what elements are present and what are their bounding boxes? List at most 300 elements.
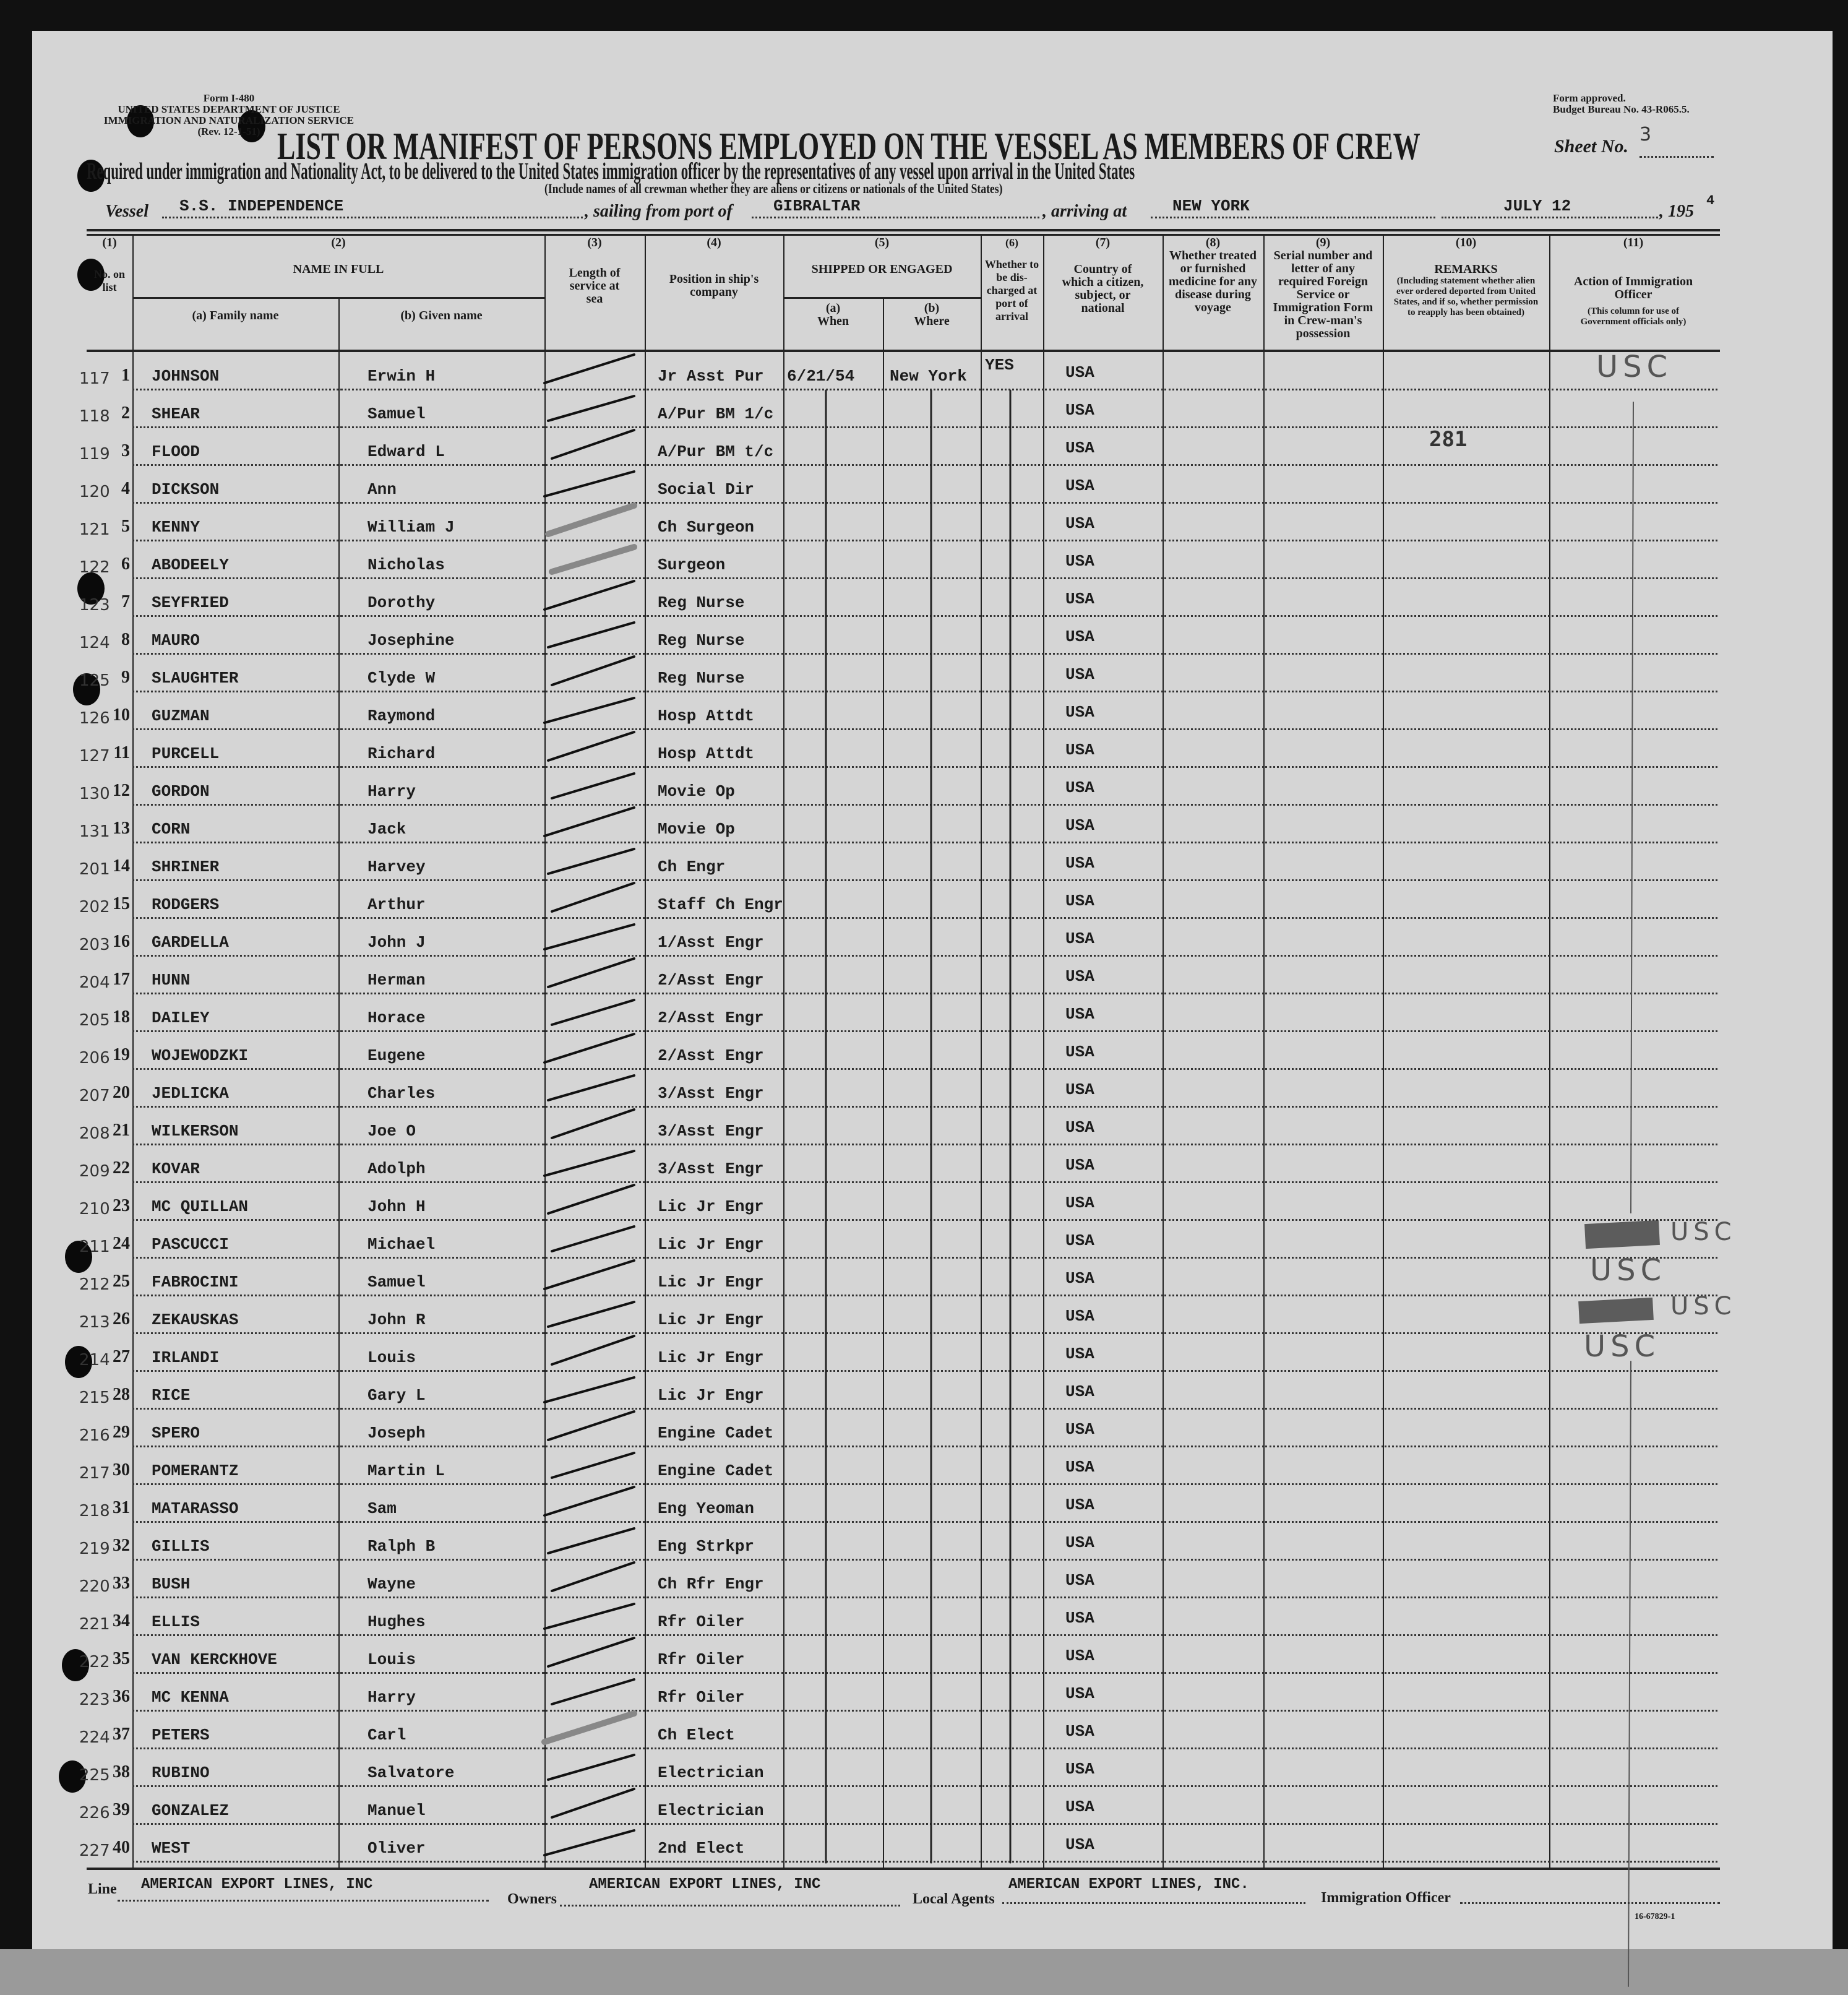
family-name: POMERANTZ: [152, 1462, 239, 1480]
col-title: Position in ship's company: [669, 272, 759, 299]
country: USA: [1065, 967, 1094, 986]
given-name: Louis: [367, 1348, 416, 1367]
service-check-mark: [552, 1000, 634, 1025]
given-name: Jack: [367, 820, 406, 838]
position: Ch Rfr Engr: [658, 1575, 764, 1593]
col-title: Serial number and letter of any required Foreign Service or Immigration Form in Crew-man's possession: [1273, 249, 1373, 340]
list-tag: 127: [79, 747, 110, 765]
country: USA: [1065, 514, 1094, 533]
col-number: (6): [1005, 236, 1018, 249]
list-tag: 117: [79, 369, 110, 388]
service-check-mark: [552, 1562, 634, 1591]
position: Engine Cadet: [658, 1424, 774, 1442]
list-tag: 120: [79, 483, 110, 501]
family-name: RUBINO: [152, 1764, 210, 1782]
family-name: SHRINER: [152, 858, 220, 876]
officer-label: Immigration Officer: [1321, 1890, 1451, 1906]
position: 3/Asst Engr: [658, 1084, 764, 1103]
family-name: JEDLICKA: [152, 1084, 229, 1103]
country: USA: [1065, 778, 1094, 797]
service-check-mark: [548, 1302, 634, 1327]
family-name: SHEAR: [152, 405, 200, 423]
col-number: (7): [1095, 236, 1111, 249]
crossed-out-text: [1584, 1220, 1660, 1249]
country: USA: [1065, 703, 1094, 722]
list-tag: 130: [79, 785, 110, 803]
service-check-mark: [544, 1151, 634, 1176]
country: USA: [1065, 1269, 1094, 1288]
col-title: Length of service at sea: [569, 266, 621, 306]
family-name: VAN KERCKHOVE: [152, 1650, 277, 1669]
service-check-mark: [544, 355, 634, 383]
family-name: MC KENNA: [152, 1688, 229, 1707]
row-number: 23: [113, 1196, 130, 1215]
row-number: 20: [113, 1083, 130, 1102]
position: 2nd Elect: [658, 1839, 745, 1858]
row-number: 35: [113, 1649, 130, 1668]
col-note: (Including statement whether alien ever ordered deported from United States, and if so, whether permission to reapply has been obtained): [1393, 276, 1539, 317]
col-title: Action of Immigration Officer: [1573, 275, 1693, 301]
list-tag: 218: [79, 1502, 110, 1520]
agents-label: Local Agents: [913, 1891, 995, 1907]
country: USA: [1065, 627, 1094, 646]
list-tag: 119: [79, 445, 110, 463]
given-name: Harvey: [367, 858, 426, 876]
budget-bureau: Budget Bureau No. 43-R065.5.: [1553, 103, 1690, 115]
col-number: (10): [1455, 236, 1477, 249]
row-number: 38: [113, 1762, 130, 1782]
col-title: Whether treated or furnished medicine for any disease during voyage: [1169, 249, 1257, 314]
year-digit: 4: [1706, 193, 1715, 209]
arrival-port: NEW YORK: [1172, 197, 1250, 215]
service-check-mark: [544, 808, 634, 836]
row-number: 12: [113, 781, 130, 800]
col2b-header: (b) Given name: [400, 309, 483, 322]
given-name: Oliver: [367, 1839, 426, 1858]
country: USA: [1065, 929, 1094, 948]
position: 2/Asst Engr: [658, 1046, 764, 1065]
form-code: 16-67829-1: [1635, 1912, 1675, 1921]
given-name: Horace: [367, 1009, 426, 1027]
family-name: MATARASSO: [152, 1499, 239, 1518]
family-name: SPERO: [152, 1424, 200, 1442]
position: Lic Jr Engr: [658, 1235, 764, 1254]
country: USA: [1065, 1533, 1094, 1552]
country: USA: [1065, 401, 1094, 420]
list-tag: 209: [79, 1162, 110, 1181]
given-name: Arthur: [367, 895, 426, 914]
action-usc: USC: [1670, 1292, 1737, 1321]
row-number: 32: [113, 1536, 130, 1555]
row-number: 3: [121, 441, 130, 460]
service-check-mark: [552, 773, 634, 798]
list-tag: 118: [79, 407, 110, 426]
country: USA: [1065, 1835, 1094, 1854]
service-check-mark: [548, 849, 634, 874]
include-note: (Include names of all crewman whether they are aliens or citizens or nationals of the United States): [544, 181, 1003, 196]
family-name: GILLIS: [152, 1537, 210, 1556]
shipped-where: New York: [890, 367, 967, 386]
row-number: 4: [121, 479, 130, 498]
country: USA: [1065, 1382, 1094, 1401]
given-name: Charles: [367, 1084, 436, 1103]
family-name: WEST: [152, 1839, 191, 1858]
family-name: WILKERSON: [152, 1122, 239, 1140]
row-number: 5: [121, 517, 130, 536]
position: Rfr Oiler: [658, 1613, 745, 1631]
row-number: 16: [113, 932, 130, 951]
arrival-date: JULY 12: [1503, 197, 1571, 215]
service-check-mark: [544, 698, 634, 723]
list-tag: 224: [79, 1728, 110, 1747]
service-check-mark: [544, 1034, 634, 1062]
family-name: GONZALEZ: [152, 1801, 229, 1820]
country: USA: [1065, 741, 1094, 759]
position: Hosp Attdt: [658, 744, 755, 763]
position: Lic Jr Engr: [658, 1197, 764, 1216]
family-name: CORN: [152, 820, 191, 838]
col-number: (9): [1315, 236, 1331, 249]
col-number: (5): [874, 236, 890, 249]
remarks-number: 281: [1429, 427, 1468, 452]
form-approved: Form approved.: [1553, 92, 1626, 104]
country: USA: [1065, 1156, 1094, 1174]
family-name: ELLIS: [152, 1613, 200, 1631]
family-name: GUZMAN: [152, 707, 210, 725]
given-name: John H: [367, 1197, 426, 1216]
sheet-number: 3: [1640, 124, 1652, 145]
position: Staff Ch Engr: [658, 895, 783, 914]
position: 2/Asst Engr: [658, 971, 764, 989]
row-number: 36: [113, 1687, 130, 1706]
row-number: 11: [113, 743, 130, 762]
position: 1/Asst Engr: [658, 933, 764, 952]
service-check-mark: [548, 1638, 634, 1666]
row-number: 26: [113, 1309, 130, 1329]
service-check-mark: [548, 1075, 634, 1100]
crossed-out-text: [1578, 1298, 1654, 1324]
given-name: Joseph: [367, 1424, 426, 1442]
country: USA: [1065, 816, 1094, 835]
service-check-mark: [548, 1528, 634, 1553]
list-tag: 225: [79, 1766, 110, 1785]
row-number: 10: [113, 705, 130, 725]
given-name: William J: [367, 518, 455, 536]
position: Reg Nurse: [658, 631, 745, 650]
shipped-when: 6/21/54: [787, 367, 855, 386]
family-name: FABROCINI: [152, 1273, 239, 1291]
position: Eng Strkpr: [658, 1537, 755, 1556]
given-name: Carl: [367, 1726, 406, 1744]
country: USA: [1065, 892, 1094, 910]
list-tag: 126: [79, 709, 110, 728]
row-number: 33: [113, 1574, 130, 1593]
row-number: 6: [121, 554, 130, 574]
country: USA: [1065, 552, 1094, 571]
col-title: Whether to be dis-charged at port of arrival: [984, 258, 1039, 322]
col5b-header: (b) Where: [914, 301, 950, 328]
list-tag: 122: [79, 558, 110, 577]
family-name: PETERS: [152, 1726, 210, 1744]
family-name: DAILEY: [152, 1009, 210, 1027]
line-label: Line: [88, 1881, 117, 1897]
col-title: REMARKS: [1434, 262, 1498, 276]
arriving-label: , arriving at: [1042, 202, 1127, 221]
service-check-mark: [548, 396, 634, 421]
country: USA: [1065, 1798, 1094, 1816]
row-number: 18: [113, 1007, 130, 1027]
position: Reg Nurse: [658, 593, 745, 612]
list-tag: 222: [79, 1653, 110, 1671]
col-title: SHIPPED OR ENGAGED: [811, 262, 953, 276]
service-check-mark: [552, 1679, 634, 1704]
family-name: SLAUGHTER: [152, 669, 239, 687]
country: USA: [1065, 665, 1094, 684]
given-name: Richard: [367, 744, 436, 763]
position: Lic Jr Engr: [658, 1386, 764, 1405]
country: USA: [1065, 1647, 1094, 1665]
position: Movie Op: [658, 820, 735, 838]
action-usc: USC: [1670, 1218, 1737, 1246]
country: USA: [1065, 439, 1094, 457]
family-name: GARDELLA: [152, 933, 229, 952]
row-number: 29: [113, 1423, 130, 1442]
given-name: Eugene: [367, 1046, 426, 1065]
country: USA: [1065, 1307, 1094, 1325]
given-name: Gary L: [367, 1386, 426, 1405]
position: 2/Asst Engr: [658, 1009, 764, 1027]
country: USA: [1065, 1043, 1094, 1061]
col-note: (This column for use of Government officials only): [1580, 306, 1687, 327]
service-check-mark: [552, 1453, 634, 1478]
list-tag: 123: [79, 596, 110, 614]
list-tag: 216: [79, 1426, 110, 1445]
service-check-mark: [552, 430, 634, 459]
action-usc: USC: [1590, 1253, 1667, 1288]
position: A/Pur BM t/c: [658, 442, 774, 461]
country: USA: [1065, 1345, 1094, 1363]
owners-underline: [560, 1905, 900, 1907]
agents-value: AMERICAN EXPORT LINES, INC.: [1008, 1876, 1249, 1893]
discharged: YES: [985, 356, 1014, 374]
position: Electrician: [658, 1764, 764, 1782]
service-check-mark: [548, 959, 634, 987]
country: USA: [1065, 590, 1094, 608]
list-tag: 212: [79, 1275, 110, 1294]
given-name: Michael: [367, 1235, 436, 1254]
list-tag: 124: [79, 634, 110, 652]
col-title: NAME IN FULL: [293, 262, 384, 276]
position: A/Pur BM 1/c: [658, 405, 774, 423]
country: USA: [1065, 1005, 1094, 1023]
given-name: Hughes: [367, 1613, 426, 1631]
list-tag: 131: [79, 822, 110, 841]
family-name: KENNY: [152, 518, 200, 536]
row-number: 22: [113, 1158, 130, 1178]
service-check-mark: [552, 547, 634, 572]
given-name: Samuel: [367, 405, 426, 423]
service-check-mark: [544, 924, 634, 949]
country: USA: [1065, 1118, 1094, 1137]
family-name: MAURO: [152, 631, 200, 650]
row-number: 2: [121, 403, 130, 423]
row-number: 8: [121, 630, 130, 649]
position: Rfr Oiler: [658, 1650, 745, 1669]
given-name: John R: [367, 1311, 426, 1329]
list-tag: 226: [79, 1804, 110, 1822]
service-check-mark: [548, 1185, 634, 1213]
given-name: Raymond: [367, 707, 436, 725]
country: USA: [1065, 1760, 1094, 1778]
list-tag: 201: [79, 860, 110, 879]
line-value: AMERICAN EXPORT LINES, INC: [141, 1876, 373, 1893]
given-name: Joe O: [367, 1122, 416, 1140]
family-name: ZEKAUSKAS: [152, 1311, 239, 1329]
given-name: Adolph: [367, 1160, 426, 1178]
country: USA: [1065, 1080, 1094, 1099]
list-tag: 204: [79, 973, 110, 992]
given-name: Manuel: [367, 1801, 426, 1820]
given-name: Sam: [367, 1499, 397, 1518]
position: Reg Nurse: [658, 669, 745, 687]
family-name: WOJEWODZKI: [152, 1046, 249, 1065]
col-title: Country of which a citizen, subject, or national: [1062, 262, 1144, 315]
action-usc: USC: [1596, 350, 1673, 384]
row-number: 19: [113, 1045, 130, 1064]
officer-signature-line: [1460, 1902, 1720, 1904]
col-number: (8): [1205, 236, 1221, 249]
row-number: 15: [113, 894, 130, 913]
revision: (Rev. 12-1-51): [197, 126, 260, 137]
col-number: (4): [707, 236, 721, 249]
country: USA: [1065, 1684, 1094, 1703]
row-number: 34: [113, 1611, 130, 1631]
position: 3/Asst Engr: [658, 1160, 764, 1178]
list-tag: 221: [79, 1615, 110, 1634]
row-number: 37: [113, 1725, 130, 1744]
sheet-label: Sheet No.: [1554, 136, 1628, 157]
given-name: Clyde W: [367, 669, 436, 687]
country: USA: [1065, 363, 1094, 382]
vessel-name: S.S. INDEPENDENCE: [179, 197, 344, 215]
line-underline: [118, 1900, 489, 1902]
position: Ch Elect: [658, 1726, 735, 1744]
row-number: 24: [113, 1234, 130, 1253]
ditto-line-action: [1628, 1361, 1631, 1986]
family-name: KOVAR: [152, 1160, 200, 1178]
service-check-mark: [552, 1789, 634, 1817]
row-number: 25: [113, 1272, 130, 1291]
list-tag: 227: [79, 1842, 110, 1860]
given-name: Samuel: [367, 1273, 426, 1291]
sailing-label: , sailing from port of: [585, 202, 733, 221]
country: USA: [1065, 1420, 1094, 1439]
row-number: 28: [113, 1385, 130, 1404]
subtitle: Required under immigration and Nationality Act, to be delivered to the United States immigration officer by the representatives of any vessel upon arrival in the United States: [87, 158, 1135, 184]
country: USA: [1065, 854, 1094, 873]
owners-label: Owners: [507, 1891, 557, 1907]
list-tag: 205: [79, 1011, 110, 1030]
position: Ch Surgeon: [658, 518, 755, 536]
country: USA: [1065, 1722, 1094, 1741]
service-check-mark: [544, 1830, 634, 1855]
list-tag: 202: [79, 898, 110, 916]
family-name: IRLANDI: [152, 1348, 220, 1367]
row-number: 21: [113, 1121, 130, 1140]
col-number: (3): [587, 236, 602, 249]
position: Hosp Attdt: [658, 707, 755, 725]
row-number: 27: [113, 1347, 130, 1366]
family-name: ABODEELY: [152, 556, 229, 574]
row-number: 40: [113, 1838, 130, 1857]
action-usc: USC: [1584, 1329, 1661, 1364]
family-name: SEYFRIED: [152, 593, 229, 612]
row-number: 1: [121, 366, 130, 385]
agents-underline: [1002, 1902, 1305, 1904]
given-name: Dorothy: [367, 593, 436, 612]
family-name: MC QUILLAN: [152, 1197, 249, 1216]
service-check-mark: [552, 1226, 634, 1251]
list-tag: 210: [79, 1200, 110, 1218]
position: Lic Jr Engr: [658, 1311, 764, 1329]
given-name: Erwin H: [367, 367, 436, 386]
row-number: 39: [113, 1800, 130, 1819]
service-check-mark: [548, 623, 634, 647]
department-name: UNITED STATES DEPARTMENT OF JUSTICE: [118, 103, 340, 115]
country: USA: [1065, 1194, 1094, 1212]
row-number: 17: [113, 970, 130, 989]
list-tag: 214: [79, 1351, 110, 1369]
family-name: PURCELL: [152, 744, 220, 763]
list-tag: 206: [79, 1049, 110, 1067]
ditto-line-action: [1631, 402, 1633, 1213]
row-number: 14: [113, 856, 130, 876]
given-name: Nicholas: [367, 556, 445, 574]
row-number: 13: [113, 819, 130, 838]
family-name: JOHNSON: [152, 367, 220, 386]
service-check-mark: [544, 1604, 634, 1629]
service-check-mark: [544, 1713, 634, 1742]
service-check-mark: [548, 1411, 634, 1440]
given-name: Josephine: [367, 631, 455, 650]
country: USA: [1065, 1496, 1094, 1514]
family-name: RODGERS: [152, 895, 220, 914]
col-number: (2): [331, 236, 346, 249]
position: Surgeon: [658, 556, 726, 574]
service-check-mark: [552, 657, 634, 685]
family-name: GORDON: [152, 782, 210, 801]
list-tag: 121: [79, 520, 110, 539]
service-check-mark: [552, 1110, 634, 1138]
col-number: (11): [1623, 236, 1644, 249]
given-name: Edward L: [367, 442, 445, 461]
country: USA: [1065, 476, 1094, 495]
col5a-header: (a) When: [817, 301, 849, 328]
position: Movie Op: [658, 782, 735, 801]
position: Eng Yeoman: [658, 1499, 755, 1518]
given-name: Ralph B: [367, 1537, 436, 1556]
service-check-mark: [544, 581, 634, 610]
given-name: Wayne: [367, 1575, 416, 1593]
given-name: Martin L: [367, 1462, 445, 1480]
country: USA: [1065, 1458, 1094, 1476]
row-number: 30: [113, 1460, 130, 1480]
service-check-mark: [552, 883, 634, 911]
family-name: DICKSON: [152, 480, 220, 499]
position: Jr Asst Pur: [658, 367, 764, 386]
list-tag: 208: [79, 1124, 110, 1143]
list-tag: 213: [79, 1313, 110, 1332]
